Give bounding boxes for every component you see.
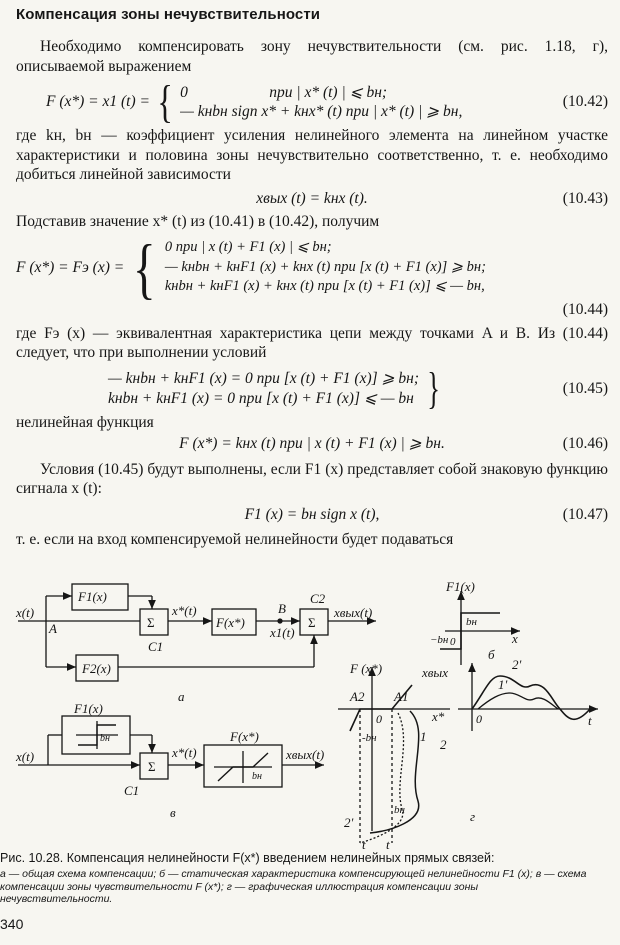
eq45-brace: }	[427, 363, 440, 413]
g-curve1p-label: 1'	[498, 677, 508, 692]
eq44-lhs: F (x*) = Fэ (x) =	[16, 258, 125, 276]
a-x-input-label: x(t)	[16, 605, 35, 620]
b-bn-label: bн	[466, 616, 477, 628]
g-xout-label: xвых	[422, 665, 448, 680]
g-curve-2p	[472, 676, 590, 719]
eq42-cases	[180, 83, 462, 122]
g-a1-label: A1	[394, 689, 409, 704]
g-t-label-2: t	[386, 837, 390, 851]
eq44-number-row	[16, 300, 608, 320]
v-x-input-label: x(t)	[16, 749, 35, 764]
section-heading: Компенсация зоны нечувствительности	[16, 6, 321, 23]
caption-main: Рис. 10.28. Компенсация нелинейности F(x*) введением нелинейных прямых связей:	[0, 851, 495, 865]
g-neg-bn-label: -bн	[362, 732, 377, 744]
eq44-case3: kнbн + kнF1 (x) + kнx (t) при [x (t) + F1 (x)] ⩽ — bн,	[164, 278, 485, 295]
g-x-star-label: x*	[432, 709, 445, 724]
eq47-text: F1 (x) = bн sign x (t),	[244, 505, 380, 523]
g-zero2-label: 0	[476, 712, 482, 726]
v-f1-label: F1(x)	[74, 701, 103, 716]
a-label: а	[178, 689, 185, 704]
a-fx-label: F(x*)	[216, 615, 245, 630]
paragraph-4: где Fэ (x) — эквивалентная характеристика цепи между точками A и B. Из (10.44) следует, что при выполнении условий	[16, 324, 608, 361]
b-label: б	[488, 647, 495, 662]
g-t-label-3: t	[588, 713, 592, 728]
paragraph-3: Подставив значение x* (t) из (10.41) в (10.42), получим	[16, 213, 380, 230]
eq42-number: (10.42)	[562, 93, 608, 110]
v-c1-label: C1	[124, 783, 140, 798]
a-f1-label: F1(x)	[78, 589, 107, 604]
equation-10-44	[16, 229, 608, 306]
eq42-case1: 0 при | x* (t) | ⩽ bн;	[180, 83, 388, 101]
a-point-a: A	[49, 621, 57, 636]
paragraph-2: где kн, bн — коэффициент усиления нелинейного элемента на линейном участке характеристики и половина зоны нечувствительно соответственно, т. е. необходимо добиться линейной зависимости	[16, 127, 608, 183]
a-sum1-label: Σ	[147, 615, 155, 630]
a-x-out-label: xвых(t)	[334, 605, 373, 620]
a-c2-label: C2	[310, 591, 326, 606]
v-fx-label: F(x*)	[230, 729, 259, 744]
g-curve-1p	[478, 693, 558, 709]
eq45-line2: kнbн + kнF1 (x) = 0 при [x (t) + F1 (x)] ⩽ — bн	[108, 389, 414, 407]
eq45-line1: — kнbн + kнF1 (x) = 0 при [x (t) + F1 (x)] ⩾ bн;	[108, 370, 419, 387]
equation-10-47	[16, 505, 608, 525]
eq46-text: F (x*) = kнx (t) при | x (t) + F1 (x) | ⩾ bн.	[179, 435, 445, 452]
v-bn-label: bн	[100, 733, 110, 744]
paragraph-6: Условия (10.45) будут выполнены, если F1 (x) представляет собой знаковую функцию сигнала x (t):	[16, 460, 608, 497]
b-zero-label: 0	[450, 636, 456, 648]
eq44-number: (10.44)	[562, 300, 608, 318]
figure-10-28	[0, 581, 604, 851]
b-neg-bn-label: −bн	[430, 634, 449, 646]
g-a2-label: A2	[350, 689, 365, 704]
g-curve2-label: 2	[440, 737, 447, 752]
figure-caption	[0, 851, 592, 906]
caption-sub: а — общая схема компенсации; б — статическая характеристика компенсирующей нелинейности F1 (x); в — схема компенсации зоны чувствительности F (x*); г — графическая иллюстрация компенсации зоны нечувствительности.	[0, 868, 587, 905]
page	[16, 6, 608, 550]
g-label: г	[470, 809, 476, 824]
eq42-lhs: F (x*) = x1 (t) =	[46, 93, 150, 111]
page-number: 340	[0, 916, 24, 932]
g-fx-label: F (x*)	[350, 661, 383, 676]
a-x1-label: x1(t)	[270, 625, 295, 640]
a-point-b: B	[278, 601, 286, 616]
a-c1-label: C1	[148, 639, 164, 654]
eq45-lines	[108, 369, 419, 408]
paragraph-1: Необходимо компенсировать зону нечувствительности (см. рис. 1.18, г), описываемой выражением	[16, 38, 608, 75]
v-bn2-label: bн	[252, 771, 262, 782]
a-sum2-label: Σ	[308, 615, 316, 630]
v-label: в	[170, 805, 176, 820]
eq44-brace: {	[133, 229, 156, 306]
equation-10-42	[16, 76, 608, 127]
paragraph-7: т. е. если на вход компенсируемой нелинейности будет подаваться	[16, 531, 454, 548]
g-zero-label: 0	[376, 712, 382, 726]
b-x-label: x	[512, 631, 518, 646]
eq43-number: (10.43)	[562, 189, 608, 207]
eq44-case1: 0 при | x (t) + F1 (x) | ⩽ bн;	[164, 239, 332, 256]
equation-10-46	[16, 434, 608, 454]
a-f2-label: F2(x)	[82, 661, 111, 676]
eq45-number: (10.45)	[562, 379, 608, 397]
eq46-number: (10.46)	[562, 435, 608, 452]
v-x-star-label: x*(t)	[172, 745, 197, 760]
eq42-case2: — kнbн sign x* + kнx* (t) при | x* (t) | ⩾ bн,	[180, 103, 463, 120]
paragraph-5: нелинейная функция	[16, 413, 154, 431]
a-x-star-label: x*(t)	[172, 603, 197, 618]
eq42-brace: {	[157, 76, 173, 127]
g-curve2b-label: 2'	[344, 815, 354, 830]
g-curve2p-label: 2'	[512, 657, 522, 672]
eq44-cases	[165, 238, 486, 297]
eq47-number: (10.47)	[562, 505, 608, 523]
g-curve1-label: 1	[420, 729, 427, 744]
equation-10-43	[16, 189, 608, 209]
eq43-text: xвых (t) = kнx (t).	[256, 189, 368, 207]
g-t-label-1: t	[362, 837, 366, 851]
equation-10-45	[16, 363, 608, 413]
v-sum-label: Σ	[148, 759, 156, 774]
eq44-case2: — kнbн + kнF1 (x) + kнx (t) при [x (t) + F1 (x)] ⩾ bн;	[164, 258, 486, 275]
v-x-out-label: xвых(t)	[286, 747, 325, 762]
b-f1-label: F1(x)	[446, 581, 475, 594]
g-bn-label: bн	[394, 804, 405, 816]
